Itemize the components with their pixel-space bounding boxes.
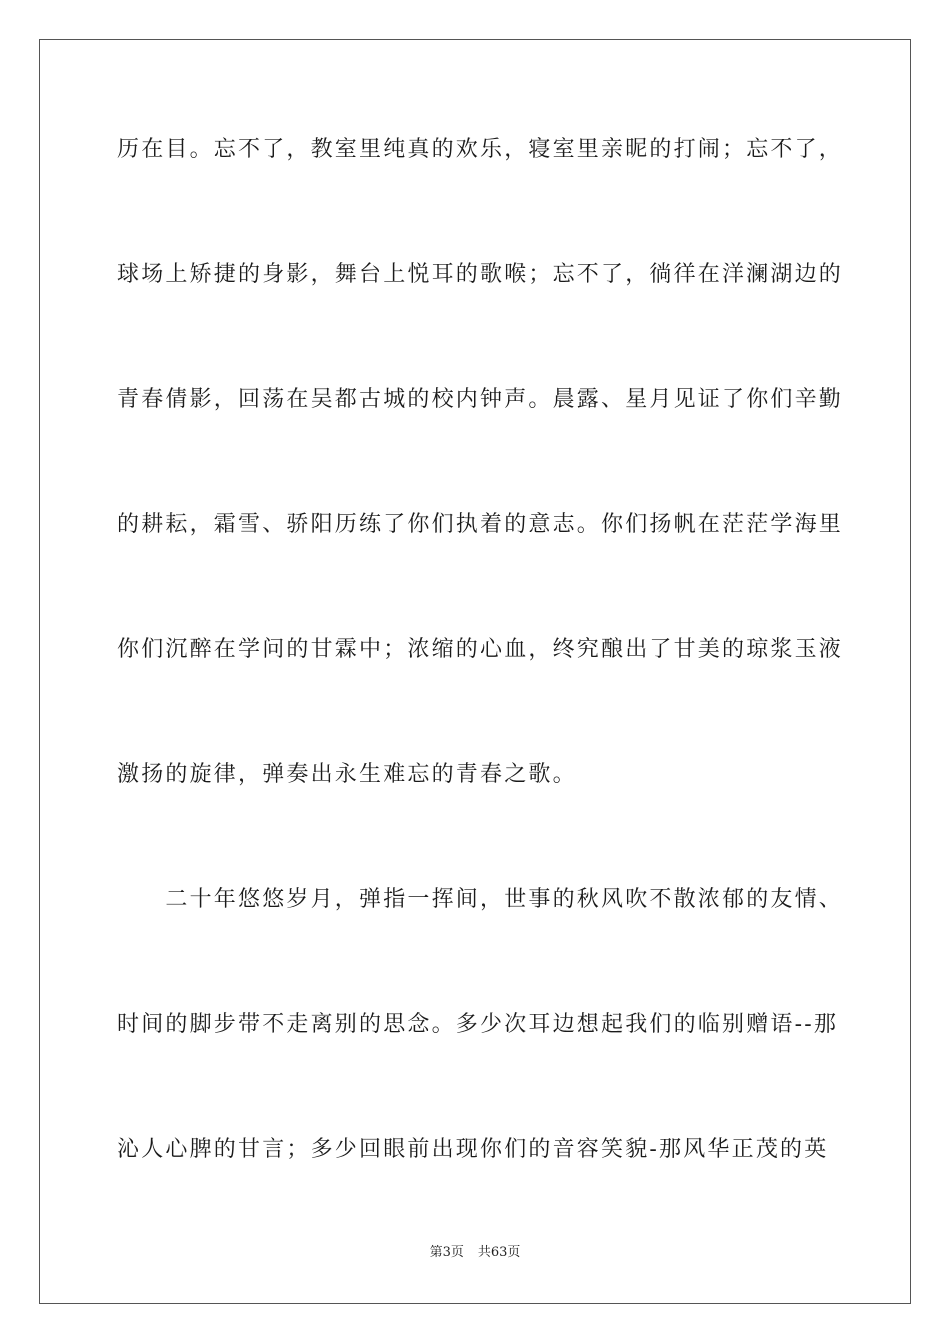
page-footer — [0, 1244, 950, 1262]
paragraph-line: 你们沉醉在学问的甘霖中；浓缩的心血，终究酿出了甘美的琼浆玉液 — [117, 637, 844, 662]
paragraph-line: 的耕耘，霜雪、骄阳历练了你们执着的意志。你们扬帆在茫茫学海里 — [117, 512, 844, 537]
paragraph-line: 历在目。忘不了，教室里纯真的欢乐，寝室里亲昵的打闹；忘不了， — [117, 137, 844, 162]
page-total: 共63页 — [477, 1245, 521, 1260]
paragraph-line: 激扬的旋律，弹奏出永生难忘的青春之歌。 — [117, 762, 577, 787]
page-number: 第3页 — [429, 1245, 464, 1260]
paragraph-line: 时间的脚步带不走离别的思念。多少次耳边想起我们的临别赠语--那 — [117, 1012, 839, 1037]
paragraph-line: 青春倩影，回荡在吴都古城的校内钟声。晨露、星月见证了你们辛勤 — [117, 387, 844, 412]
paragraph-line: 球场上矫捷的身影，舞台上悦耳的歌喉；忘不了，徜徉在洋澜湖边的 — [117, 262, 844, 287]
paragraph-line: 沁人心脾的甘言；多少回眼前出现你们的音容笑貌-那风华正茂的英 — [117, 1137, 829, 1162]
paragraph-line: 二十年悠悠岁月，弹指一挥间，世事的秋风吹不散浓郁的友情、 — [117, 887, 844, 912]
page-border — [39, 39, 911, 1304]
